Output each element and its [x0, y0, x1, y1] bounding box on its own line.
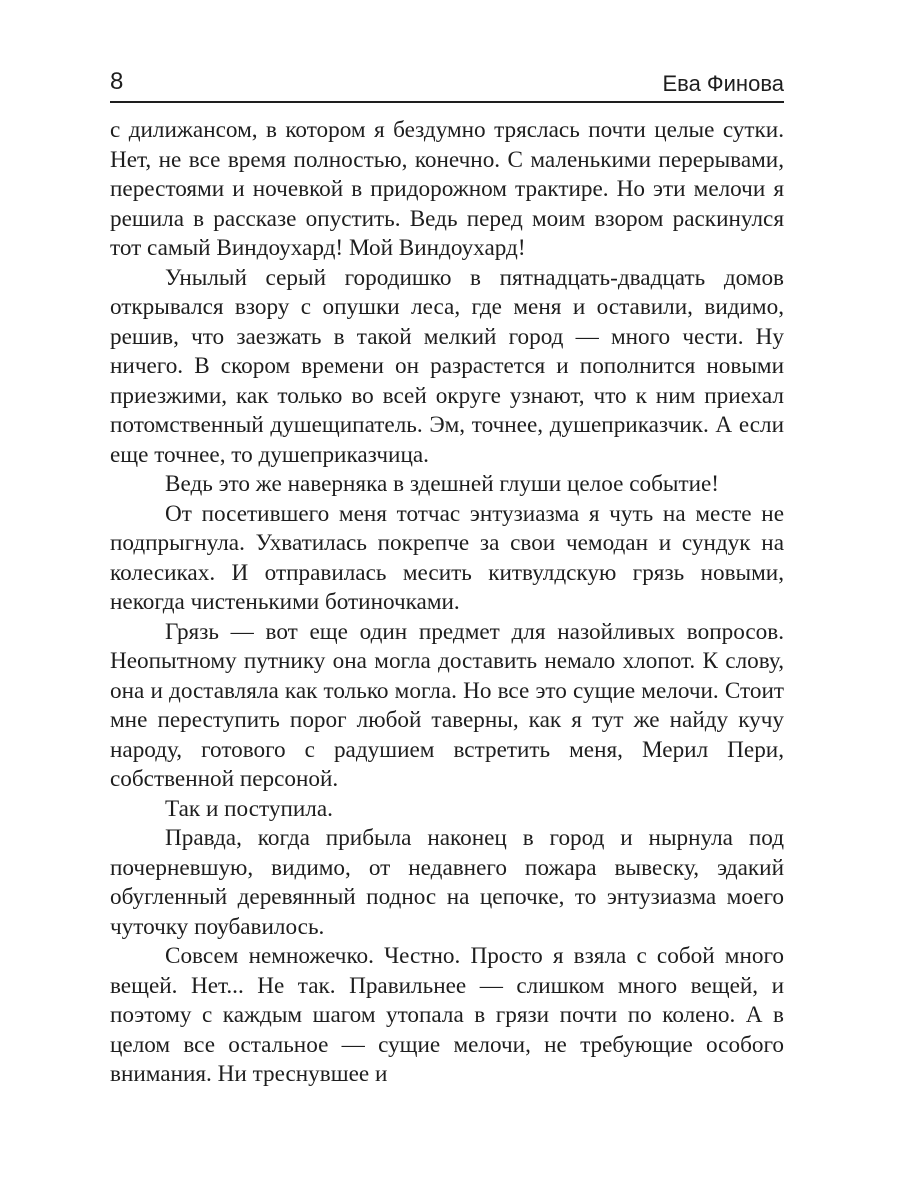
paragraph: с дилижансом, в котором я бездумно тряслась почти целые сутки. Нет, не все время полностью, конечно. С маленькими перерывами, перестоями и ночевкой в придорожном трактире. Но эти мелочи я решила в рассказе опустить. Ведь перед моим взором раскинулся тот самый Виндоухард! Мой Виндоухард! [110, 117, 784, 261]
header-rule [110, 101, 784, 103]
paragraph: Правда, когда прибыла наконец в город и нырнула под почерневшую, видимо, от недавнего пожара вывеску, эдакий обугленный деревянный поднос на цепочке, то энтузиазма моего чуточку поубавилось. [110, 825, 784, 940]
paragraph: Так и поступила. [165, 795, 333, 822]
body-text [110, 116, 784, 1090]
page-header [110, 64, 784, 100]
paragraph: Грязь — вот еще один предмет для назойливых вопросов. Неопытному путнику она могла доставить немало хлопот. К слову, она и доставляла как только могла. Но все это сущие мелочи. Стоит мне переступить порог любой таверны, как я тут же найду кучу народу, готового с радушием встретить меня, Мерил Пери, собственной персоной. [110, 618, 784, 792]
running-head-author: Ева Финова [662, 71, 784, 96]
paragraph: Совсем немножечко. Честно. Просто я взяла с собой много вещей. Нет... Не так. Правильнее — слишком много вещей, и поэтому с каждым шагом утопала в грязи почти по колено. А в целом все остальное — сущие мелочи, не требующие особого внимания. Ни треснувшее и [110, 943, 784, 1087]
page-number: 8 [110, 68, 124, 95]
paragraph: Унылый серый городишко в пятнадцать-двадцать домов открывался взору с опушки леса, где меня и оставили, видимо, решив, что заезжать в такой мелкий город — много чести. Ну ничего. В скором времени он разрастется и пополнится новыми приезжими, как только во всей округе узнают, что к ним приехал потомственный душещипатель. Эм, точнее, душеприказчик. А если еще точнее, то душеприказчица. [110, 264, 784, 468]
paragraph: От посетившего меня тотчас энтузиазма я чуть на месте не подпрыгнула. Ухватилась покрепче за свои чемодан и сундук на колесиках. И отправилась месить китвулдскую грязь новыми, некогда чистенькими ботиночками. [110, 500, 784, 615]
paragraph: Ведь это же наверняка в здешней глуши целое событие! [165, 471, 720, 497]
